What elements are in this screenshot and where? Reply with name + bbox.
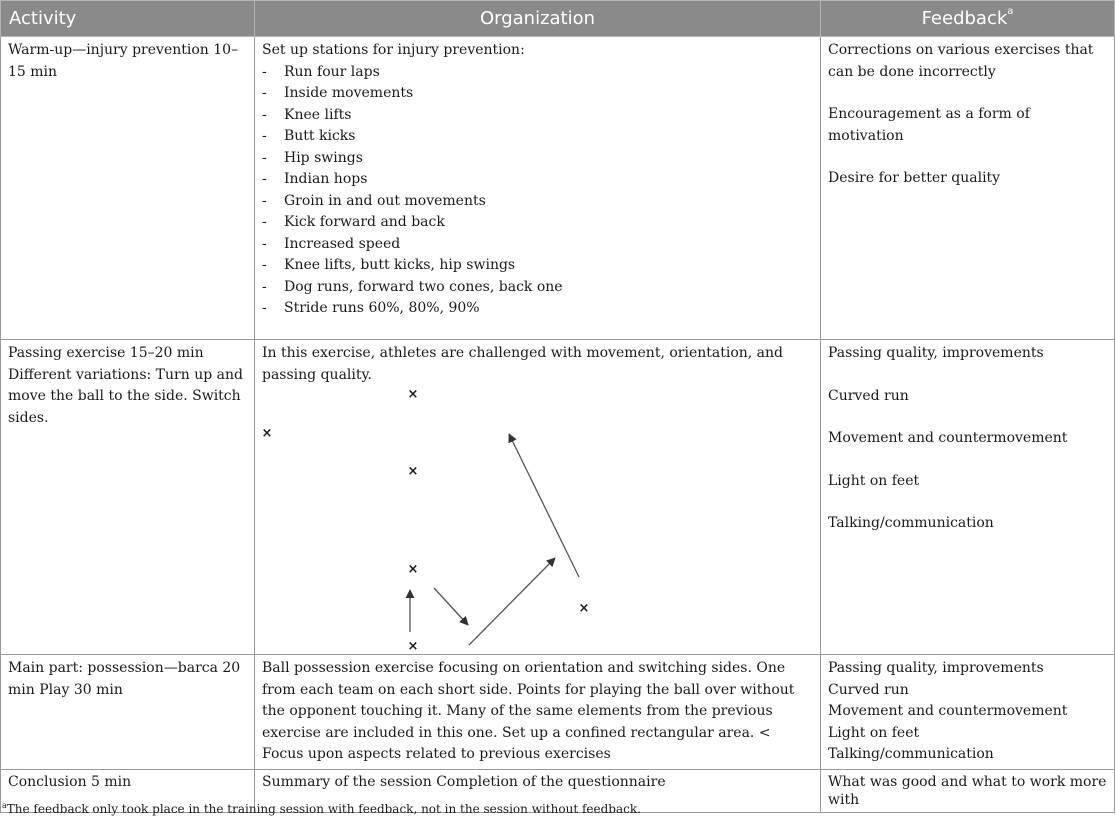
list-item: - Inside movements (262, 83, 813, 105)
feedback-item: Light on feet (828, 472, 920, 489)
feedback-item: Passing quality, improvements (828, 345, 1044, 361)
list-item: - Dog runs, forward two cones, back one (262, 277, 813, 299)
pass-arrow (509, 434, 579, 577)
player-marker: × (261, 426, 273, 441)
list-item: - Groin in and out movements (262, 191, 813, 213)
list-item: - Stride runs 60%, 80%, 90% (262, 298, 813, 320)
organization-intro: Set up stations for injury prevention: (262, 42, 525, 58)
activity-cell: Passing exercise 15–20 min Different variations: Turn up and move the ball to the side. Switch sides. (1, 340, 255, 655)
header-organization: Organization (255, 1, 821, 37)
list-item: - Run four laps (262, 62, 813, 84)
feedback-cell: What was good and what to work more with (821, 769, 1115, 812)
player-marker: × (407, 387, 419, 402)
feedback-item: Movement and countermovement (828, 703, 1068, 719)
list-item: - Indian hops (262, 169, 813, 191)
organization-cell (255, 340, 821, 655)
feedback-item: Talking/communication (828, 515, 994, 531)
organization-cell (255, 37, 821, 340)
header-feedback-label: Feedback (921, 8, 1008, 29)
list-item: - Kick forward and back (262, 212, 813, 234)
activity-cell: Warm-up—injury prevention 10–15 min (1, 37, 255, 340)
feedback-item: Desire for better quality (828, 170, 1001, 186)
feedback-item: Movement and countermovement (828, 430, 1068, 446)
exercise-list (262, 62, 813, 320)
list-item: - Knee lifts (262, 105, 813, 127)
feedback-cell (821, 37, 1115, 340)
table-row (1, 655, 1115, 770)
list-item: - Butt kicks (262, 126, 813, 148)
footnote-text: The feedback only took place in the training session with feedback, not in the session without feedback. (6, 802, 641, 816)
feedback-item: Passing quality, improvements (828, 660, 1044, 676)
footnote-marker: a (2, 801, 7, 810)
feedback-item: Curved run (828, 681, 909, 698)
organization-intro: In this exercise, athletes are challenged with movement, orientation, and passing quality. (262, 345, 783, 383)
feedback-item: Corrections on various exercises that can be done incorrectly (828, 42, 1094, 80)
feedback-item: Curved run (828, 387, 909, 404)
feedback-cell (821, 340, 1115, 655)
table-row (1, 37, 1115, 340)
table-footnote (2, 801, 641, 816)
pass-arrow (469, 558, 555, 645)
player-marker: × (578, 601, 590, 616)
list-item: - Hip swings (262, 148, 813, 170)
player-marker: × (407, 562, 419, 577)
passing-diagram (255, 340, 820, 650)
activity-cell: Conclusion 5 min (1, 769, 255, 812)
list-item: - Knee lifts, butt kicks, hip swings (262, 255, 813, 277)
header-feedback-footnote-marker: a (1007, 6, 1014, 17)
feedback-cell (821, 655, 1115, 770)
header-feedback (821, 1, 1115, 37)
feedback-item: Encouragement as a form of motivation (828, 106, 1030, 144)
player-marker: × (407, 639, 419, 650)
list-item: - Increased speed (262, 234, 813, 256)
header-row (1, 1, 1115, 37)
feedback-item: Talking/communication (828, 746, 994, 762)
activity-cell: Main part: possession—barca 20 min Play 30 min (1, 655, 255, 770)
organization-cell: Ball possession exercise focusing on orientation and switching sides. One from each team on each short side. Points for playing the ball over without the opponent touching it. Many of the same elements from the previous exercise are included in this one. Set up a confined rectangular area. < Focus upon aspects related to previous exercises (255, 655, 821, 770)
header-activity: Activity (1, 1, 255, 37)
organization-cell: Summary of the session Completion of the questionnaire (255, 769, 821, 812)
movement-arrow (434, 588, 468, 625)
table-row (1, 340, 1115, 655)
player-marker: × (407, 464, 419, 479)
feedback-item: Light on feet (828, 724, 920, 741)
